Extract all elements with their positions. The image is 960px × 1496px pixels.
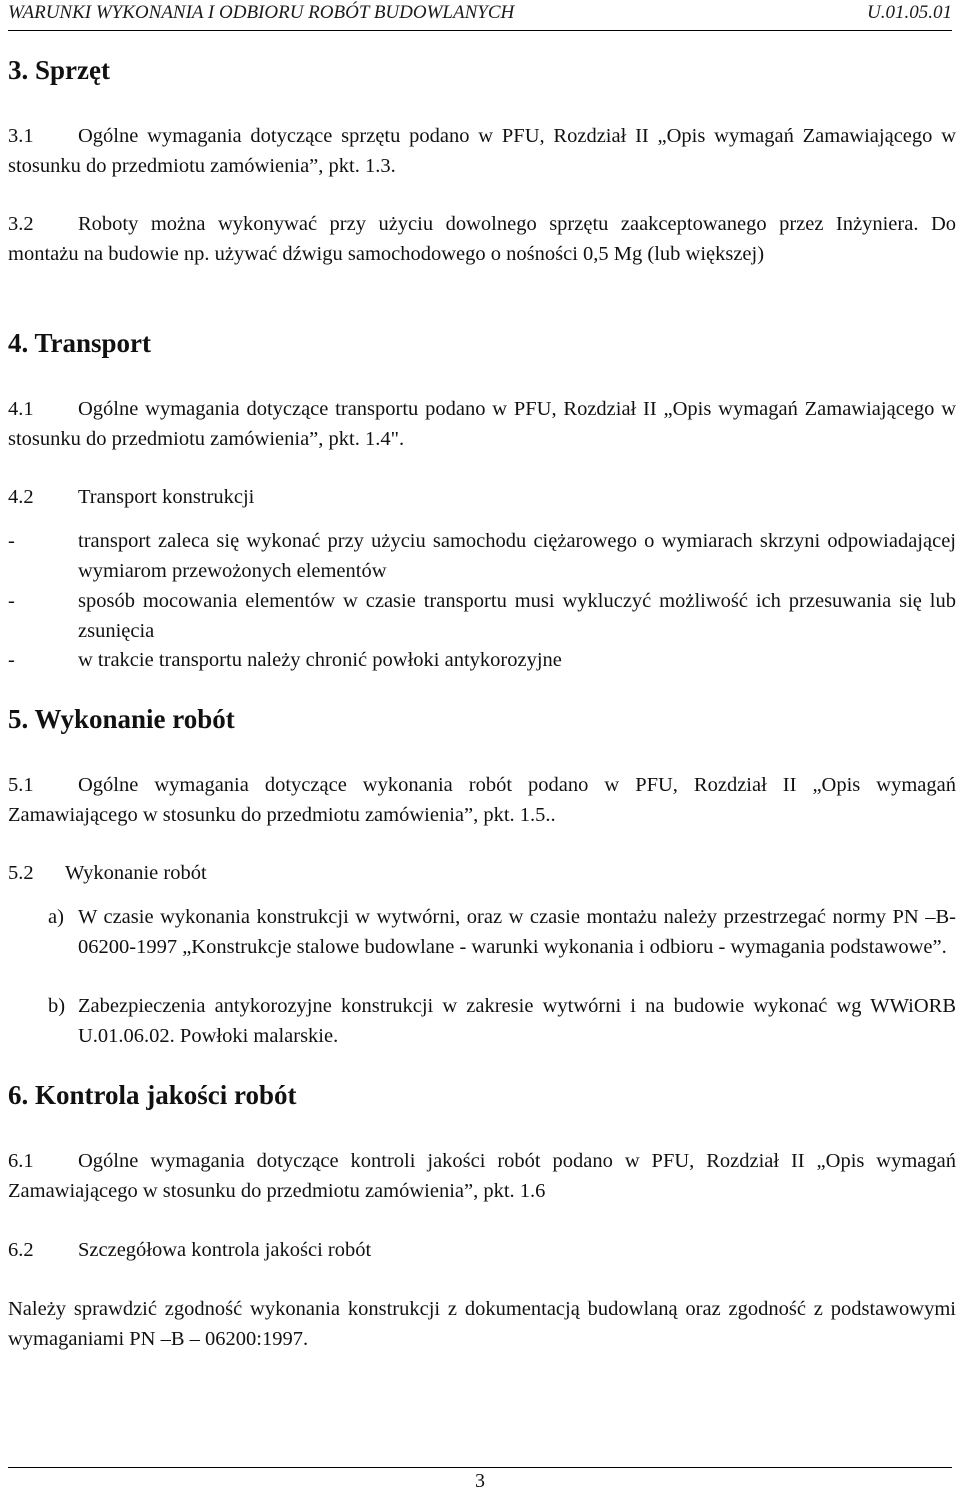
list-item-text: W czasie wykonania konstrukcji w wytwórni, oraz w czasie montażu należy przestrzegać normy PN –B-06200-1997 „Konstrukcje stalowe budowlane - warunki wykonania i odbioru - wymagania podstawowe”. (78, 906, 956, 958)
paragraph-6-2 (8, 1236, 956, 1266)
paragraph-5-1 (8, 771, 956, 830)
paragraph-number: 3.1 (8, 125, 34, 147)
list-item-text: sposób mocowania elementów w czasie transportu musi wykluczyć możliwość ich przesuwania się lub zsunięcia (78, 590, 956, 642)
paragraph-text: Transport konstrukcji (78, 486, 255, 508)
paragraph-number: 3.2 (8, 213, 34, 235)
list-bullet: a) (48, 906, 64, 928)
list-bullet: - (8, 590, 15, 612)
paragraph-text: Wykonanie robót (65, 862, 207, 884)
section-6-heading: 6. Kontrola jakości robót (8, 1080, 297, 1110)
paragraph-6-1 (8, 1147, 956, 1206)
list-bullet: b) (48, 995, 66, 1017)
paragraph-6-3 (8, 1295, 956, 1354)
paragraph-text: Ogólne wymagania dotyczące wykonania robót podano w PFU, Rozdział II „Opis wymagań Zamawiającego w stosunku do przedmiotu zamówienia”, pkt. 1.5.. (8, 774, 956, 826)
footer-divider (8, 1467, 952, 1468)
list-item (8, 587, 956, 646)
section-4-heading: 4. Transport (8, 328, 152, 358)
list-item (48, 992, 956, 1051)
section-3-heading: 3. Sprzęt (8, 55, 110, 85)
paragraph-number: 6.1 (8, 1150, 34, 1172)
list-bullet: - (8, 530, 15, 552)
list-item-text: transport zaleca się wykonać przy użyciu samochodu ciężarowego o wymiarach skrzyni odpowiadającej wymiarom przewożonych elementów (78, 530, 956, 582)
paragraph-3-1 (8, 122, 956, 181)
list-item (48, 903, 956, 962)
page-header (8, 0, 952, 31)
document-title: WARUNKI WYKONANIA I ODBIORU ROBÓT BUDOWLANYCH (8, 2, 515, 23)
list-item-text: Zabezpieczenia antykorozyjne konstrukcji w zakresie wytwórni i na budowie wykonać wg WWiORB U.01.06.02. Powłoki malarskie. (78, 995, 956, 1047)
list-item (8, 646, 956, 676)
paragraph-number: 6.2 (8, 1239, 34, 1261)
list-bullet: - (8, 649, 15, 671)
paragraph-5-2 (8, 859, 956, 889)
paragraph-text: Szczegółowa kontrola jakości robót (78, 1239, 372, 1261)
paragraph-3-2 (8, 210, 956, 269)
section-5-heading: 5. Wykonanie robót (8, 704, 235, 734)
page-number: 3 (475, 1470, 485, 1492)
paragraph-text: Ogólne wymagania dotyczące kontroli jakości robót podano w PFU, Rozdział II „Opis wymagań Zamawiającego w stosunku do przedmiotu zamówienia”, pkt. 1.6 (8, 1150, 956, 1202)
paragraph-text: Ogólne wymagania dotyczące sprzętu podano w PFU, Rozdział II „Opis wymagań Zamawiającego w stosunku do przedmiotu zamówienia”, pkt. 1.3. (8, 125, 956, 177)
paragraph-4-1 (8, 395, 956, 454)
document-code: U.01.05.01 (867, 2, 952, 23)
paragraph-text: Roboty można wykonywać przy użyciu dowolnego sprzętu zaakceptowanego przez Inżyniera. Do montażu na budowie np. używać dźwigu samochodowego o nośności 0,5 Mg (lub większej) (8, 213, 956, 265)
paragraph-number: 5.2 (8, 862, 34, 884)
paragraph-number: 4.1 (8, 398, 34, 420)
list-item (8, 527, 956, 586)
paragraph-text: Należy sprawdzić zgodność wykonania konstrukcji z dokumentacją budowlaną oraz zgodność z podstawowymi wymaganiami PN –B – 06200:1997. (8, 1298, 956, 1350)
list-item-text: w trakcie transportu należy chronić powłoki antykorozyjne (78, 649, 562, 671)
paragraph-number: 5.1 (8, 774, 34, 796)
paragraph-4-2 (8, 483, 956, 513)
paragraph-text: Ogólne wymagania dotyczące transportu podano w PFU, Rozdział II „Opis wymagań Zamawiającego w stosunku do przedmiotu zamówienia”, pkt. 1.4". (8, 398, 956, 450)
paragraph-number: 4.2 (8, 486, 34, 508)
